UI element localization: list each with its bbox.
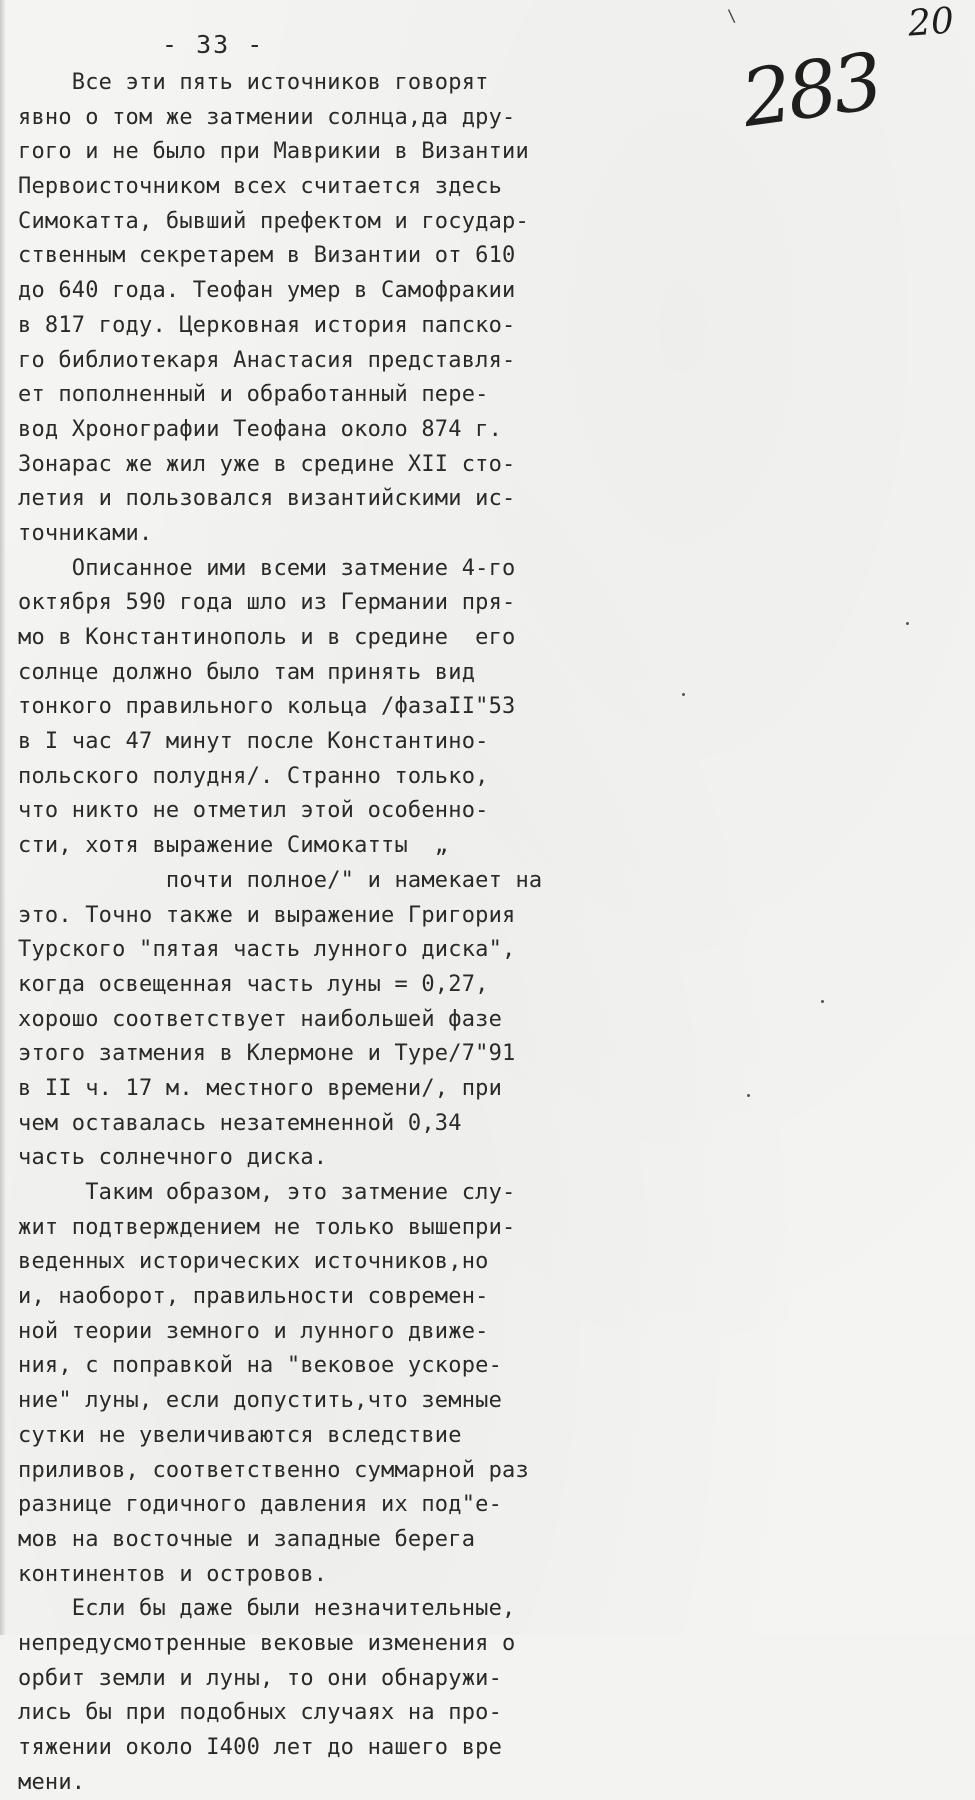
text-line: чем оставалась незатемненной 0,34	[18, 1110, 462, 1136]
text-line: сутки не увеличиваются вследствие	[18, 1422, 462, 1448]
page-edge-shadow	[0, 0, 6, 1635]
typewritten-text	[18, 66, 543, 1800]
page-number: - 33 -	[162, 30, 265, 59]
text-line: приливов, соответственно суммарной раз	[18, 1457, 529, 1483]
text-line: мов на восточные и западные берега	[18, 1526, 476, 1552]
text-line: этого затмения в Клермоне и Туре/7"91	[18, 1041, 516, 1067]
text-line: Первоисточником всех считается здесь	[18, 174, 503, 200]
text-line: точниками.	[18, 520, 153, 546]
text-line: когда освещенная часть луны = 0,27,	[18, 971, 489, 997]
text-line: в II ч. 17 м. местного времени/, при	[18, 1075, 503, 1101]
text-line: мени.	[18, 1769, 86, 1795]
paper-speck	[821, 1000, 824, 1003]
text-line: в I час 47 минут после Константино-	[18, 729, 489, 755]
text-line: ния, с поправкой на "вековое ускоре-	[18, 1353, 503, 1379]
text-line: жит подтверждением не только вышепри-	[18, 1214, 516, 1240]
text-line: ние" луны, если допустить,что земные	[18, 1388, 503, 1414]
text-line: гого и не было при Маврикии в Византии	[18, 139, 529, 165]
archive-corner-number: 20	[906, 0, 956, 45]
paper-speck	[747, 1094, 750, 1097]
text-line: ет пополненный и обработанный пере-	[18, 382, 489, 408]
corner-mark: \	[727, 6, 737, 25]
text-line: Симокатта, бывший префектом и государ-	[18, 208, 529, 234]
text-line: в 817 году. Церковная история папско-	[18, 312, 516, 338]
text-line: польского полудня/. Странно только,	[18, 763, 489, 789]
text-line: хорошо соответствует наибольшей фазе	[18, 1006, 503, 1032]
text-line: континентов и островов.	[18, 1561, 328, 1587]
text-line: и, наоборот, правильности современ-	[18, 1284, 489, 1310]
text-line: разнице годичного давления их под"е-	[18, 1492, 503, 1518]
text-line: Таким образом, это затмение слу-	[18, 1180, 516, 1205]
text-line: орбит земли и луны, то они обнаружи-	[18, 1665, 503, 1691]
text-line: Турского "пятая часть лунного диска",	[18, 937, 516, 963]
archive-folio-number: 283	[736, 36, 885, 146]
text-line: ственным секретарем в Византии от 610	[18, 243, 516, 269]
text-line: непредусмотренные вековые изменения о	[18, 1630, 516, 1656]
text-line: Если бы даже были незначительные,	[18, 1596, 516, 1622]
paper-speck	[906, 622, 909, 625]
text-line: октября 590 года шло из Германии пря-	[18, 590, 516, 616]
text-line: это. Точно также и выражение Григория	[18, 902, 516, 928]
text-line: тонкого правильного кольца /фазаII"53	[18, 694, 516, 720]
text-line: ной теории земного и лунного движе-	[18, 1318, 489, 1344]
text-line: явно о том же затмении солнца,да дру-	[18, 104, 516, 130]
text-line: до 640 года. Теофан умер в Самофракии	[18, 278, 516, 304]
text-line: веденных исторических источников,но	[18, 1249, 489, 1275]
text-line: го библиотекаря Анастасия представля-	[18, 347, 516, 373]
text-line: Описанное ими всеми затмение 4-го	[18, 555, 516, 581]
text-line: летия и пользовался византийскими ис-	[18, 486, 516, 512]
text-line: сти, хотя выражение Симокатты „	[18, 833, 449, 859]
text-line: что никто не отметил этой особенно-	[18, 798, 489, 824]
text-line: мо в Константинополь и в средине его	[18, 625, 516, 650]
text-line: лись бы при подобных случаях на про-	[18, 1700, 503, 1726]
text-line: солнце должно было там принять вид	[18, 659, 476, 685]
text-line: почти полное/" и намекает на	[18, 867, 543, 893]
text-line: тяжении около I400 лет до нашего вре	[18, 1735, 503, 1760]
text-line: Зонарас же жил уже в средине XII сто-	[18, 451, 516, 477]
text-line: Все эти пять источников говорят	[18, 70, 489, 95]
paper-speck	[682, 693, 685, 696]
text-line: вод Хронографии Теофана около 874 г.	[18, 416, 503, 442]
text-line: часть солнечного диска.	[18, 1145, 328, 1171]
